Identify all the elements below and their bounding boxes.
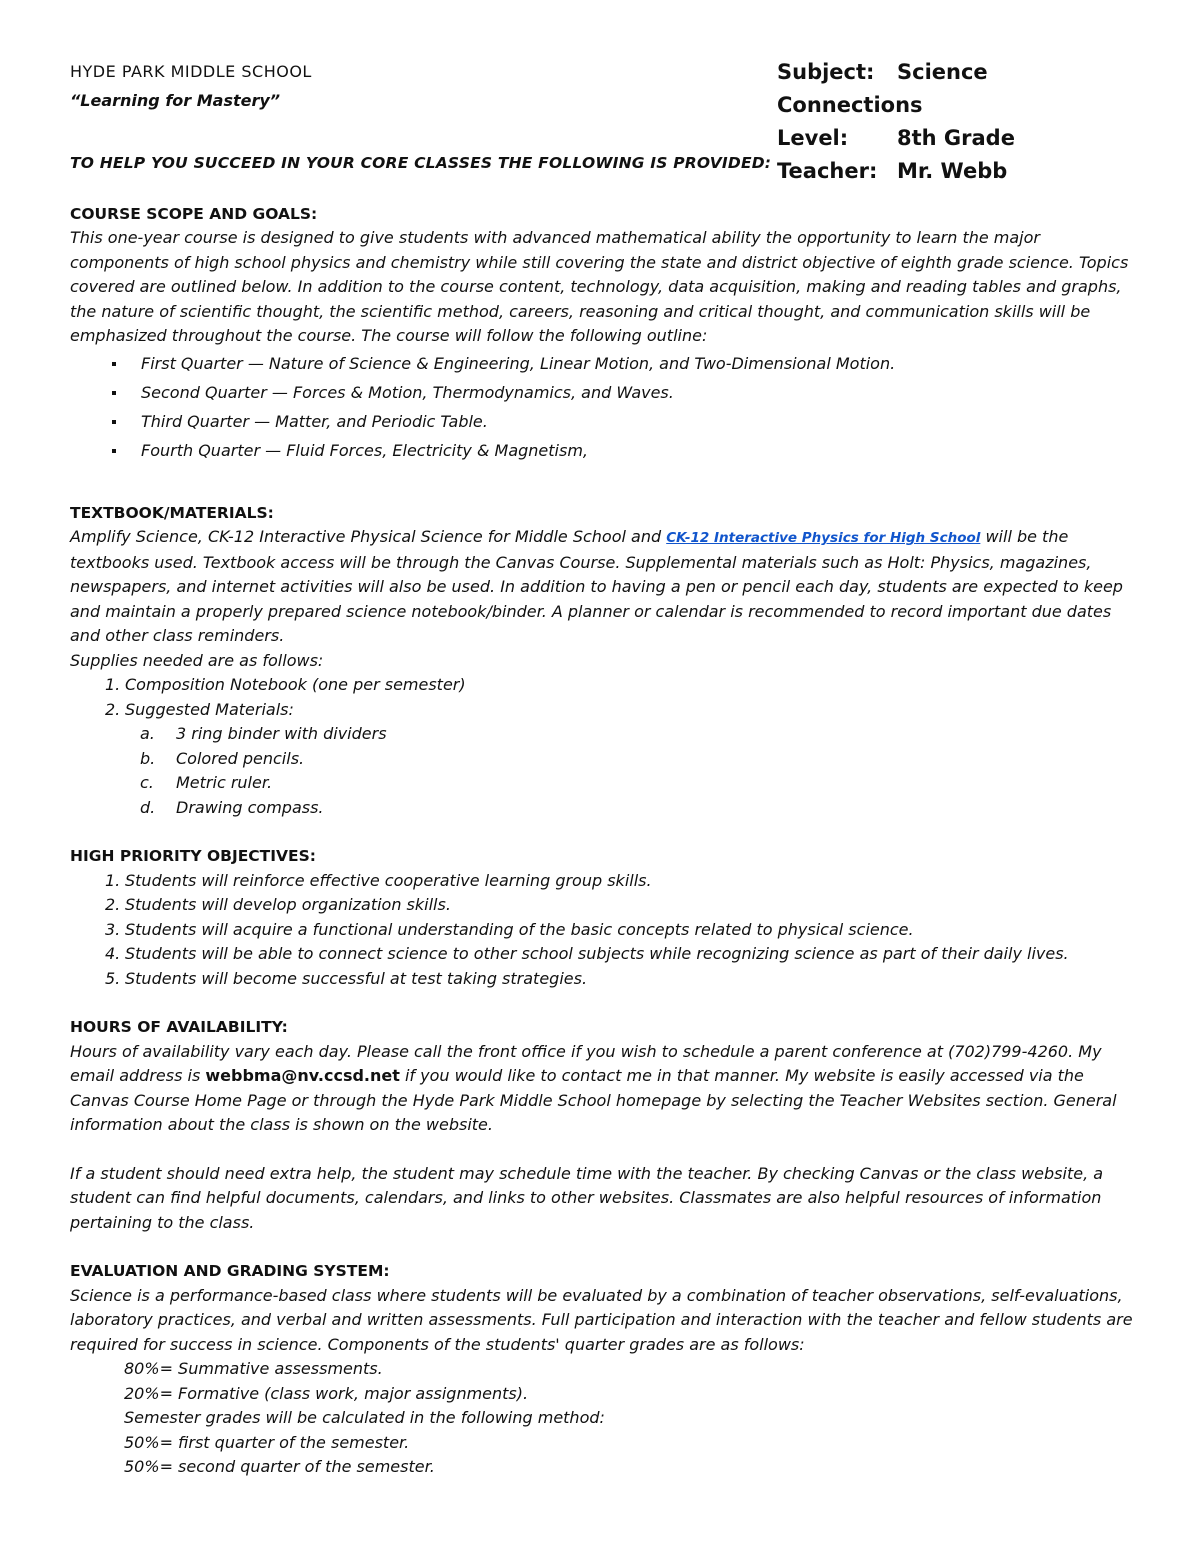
hours-paragraph	[70, 1040, 1135, 1138]
materials-paragraph	[70, 525, 1135, 649]
item-text: Metric ruler.	[176, 773, 273, 792]
materials-text-start: Amplify Science, CK-12 Interactive Physical Science for Middle School and	[70, 527, 667, 546]
material-item	[70, 796, 1135, 821]
section-heading-objectives: HIGH PRIORITY OBJECTIVES:	[70, 847, 316, 865]
subject-line	[777, 56, 1135, 122]
objective-item	[70, 893, 1135, 918]
objectives-list	[70, 869, 1135, 992]
grade-line: 50%= second quarter of the semester.	[124, 1457, 435, 1476]
material-item	[70, 722, 1135, 747]
scope-paragraph: This one-year course is designed to give students with advanced mathematical ability the opportunity to learn the major components of high school physics and chemistry while still covering the state and district objective of eighth grade science. Topics covered are outlined below. In addition to the course content, technology, data acquisition, making and reading tables and graphs, the nature of scientific thought, the scientific method, careers, reasoning and critical thought, and communication skills will be emphasized throughout the course. The course will follow the following outline:	[70, 228, 1129, 345]
section-heading-scope: COURSE SCOPE AND GOALS:	[70, 204, 318, 223]
item-number: 5.	[105, 968, 121, 988]
extra-help-paragraph: If a student should need extra help, the student may schedule time with the teacher. By checking Canvas or the class website, a student can find helpful documents, calendars, and links to other websites. Classmates are also helpful resources of information pertaining to the class.	[70, 1163, 1104, 1232]
grade-line: 20%= Formative (class work, major assignments).	[124, 1383, 529, 1403]
item-text: Students will be able to connect science to other school subjects while recognizing science as part of their daily lives.	[125, 944, 1069, 963]
section-heading-materials: TEXTBOOK/MATERIALS:	[70, 503, 274, 522]
suggested-materials-list	[70, 722, 1135, 820]
item-text: 3 ring binder with dividers	[176, 724, 387, 743]
school-name: HYDE PARK MIDDLE SCHOOL	[70, 62, 312, 81]
teacher-value: Mr. Webb	[897, 159, 1008, 183]
materials-text-end: will be the textbooks used. Textbook access will be through the Canvas Course. Supplemental materials such as Holt: Physics, magazines, newspapers, and internet activities will also be used. In addition to having a pen or pencil each day, students are expected to keep and maintain a properly prepared science notebook/binder. A planner or calendar is recommended to record important due dates and other class reminders.	[70, 527, 1123, 645]
subject-value: Science Connections	[777, 60, 988, 117]
supply-item	[70, 673, 1135, 698]
item-text: Colored pencils.	[176, 748, 305, 768]
item-number: 1.	[105, 675, 121, 694]
grade-line: 50%= first quarter of the semester.	[124, 1432, 410, 1452]
supplies-list	[70, 673, 1135, 722]
supplies-intro: Supplies needed are as follows:	[70, 650, 324, 670]
item-text: Students will reinforce effective cooperative learning group skills.	[125, 870, 652, 890]
quarter-item: Fourth Quarter — Fluid Forces, Electricity & Magnetism,	[70, 436, 1135, 465]
item-text: Students will become successful at test taking strategies.	[125, 968, 588, 988]
supply-item	[70, 698, 1135, 723]
hours-line: Hours of availability vary each day. Please call the front office if you wish to schedule a parent conference at (702)799-4260.	[70, 1041, 1074, 1061]
teacher-email[interactable]: webbma@nv.ccsd.net	[205, 1066, 400, 1085]
item-letter: a.	[140, 724, 155, 743]
item-text: Drawing compass.	[176, 797, 324, 817]
school-motto: “Learning for Mastery”	[70, 91, 281, 110]
item-letter: d.	[140, 797, 156, 817]
objective-item	[70, 967, 1135, 992]
grade-line: Semester grades will be calculated in the following method:	[124, 1408, 605, 1427]
material-item	[70, 747, 1135, 772]
item-text: Suggested Materials:	[125, 699, 294, 719]
item-letter: c.	[140, 773, 154, 792]
section-heading-hours: HOURS OF AVAILABILITY:	[70, 1018, 288, 1036]
grade-line: 80%= Summative assessments.	[124, 1359, 383, 1378]
level-label: Level:	[777, 126, 849, 150]
spacer	[70, 1138, 1135, 1162]
quarter-item: First Quarter — Nature of Science & Engineering, Linear Motion, and Two-Dimensional Motion.	[70, 349, 1135, 378]
ck12-physics-link[interactable]: CK-12 Interactive Physics for High School	[666, 530, 981, 546]
item-number: 1.	[105, 870, 121, 890]
level-value: 8th Grade	[897, 126, 1015, 150]
item-letter: b.	[140, 748, 156, 768]
material-item	[70, 771, 1135, 796]
email-text-start: My email address is	[70, 1041, 1102, 1085]
item-number: 3.	[105, 919, 121, 939]
item-number: 2.	[105, 895, 121, 914]
item-number: 4.	[105, 944, 121, 963]
objective-item	[70, 869, 1135, 894]
intro-banner: TO HELP YOU SUCCEED IN YOUR CORE CLASSES THE FOLLOWING IS PROVIDED:	[70, 154, 772, 172]
quarter-item: Second Quarter — Forces & Motion, Thermodynamics, and Waves.	[70, 378, 1135, 407]
school-header	[70, 58, 312, 116]
quarter-item: Third Quarter — Matter, and Periodic Table.	[70, 407, 1135, 436]
email-text-end: if you would like to contact me in that manner. My website is easily accessed via the Canvas Course Home Page or through the Hyde Park Middle School homepage by selecting the Teacher Websites section. General information about the class is shown on the website.	[70, 1066, 1117, 1134]
item-text: Composition Notebook (one per semester)	[125, 675, 466, 694]
quarter-list	[70, 349, 1135, 465]
objective-item	[70, 918, 1135, 943]
objective-item	[70, 942, 1135, 967]
grading-paragraph: Science is a performance-based class where students will be evaluated by a combination of teacher observations, self-evaluations, laboratory practices, and verbal and written assessments. Full participation and interaction with the teacher and fellow students are required for success in science. Components of the students' quarter grades are as follows:	[70, 1285, 1133, 1354]
teacher-label: Teacher:	[777, 159, 878, 183]
item-number: 2.	[105, 699, 121, 719]
document-body	[70, 151, 1135, 1480]
item-text: Students will acquire a functional understanding of the basic concepts related to physical science.	[125, 919, 914, 939]
section-heading-grading: EVALUATION AND GRADING SYSTEM:	[70, 1262, 390, 1280]
item-text: Students will develop organization skills.	[125, 895, 451, 914]
subject-label: Subject:	[777, 60, 875, 84]
